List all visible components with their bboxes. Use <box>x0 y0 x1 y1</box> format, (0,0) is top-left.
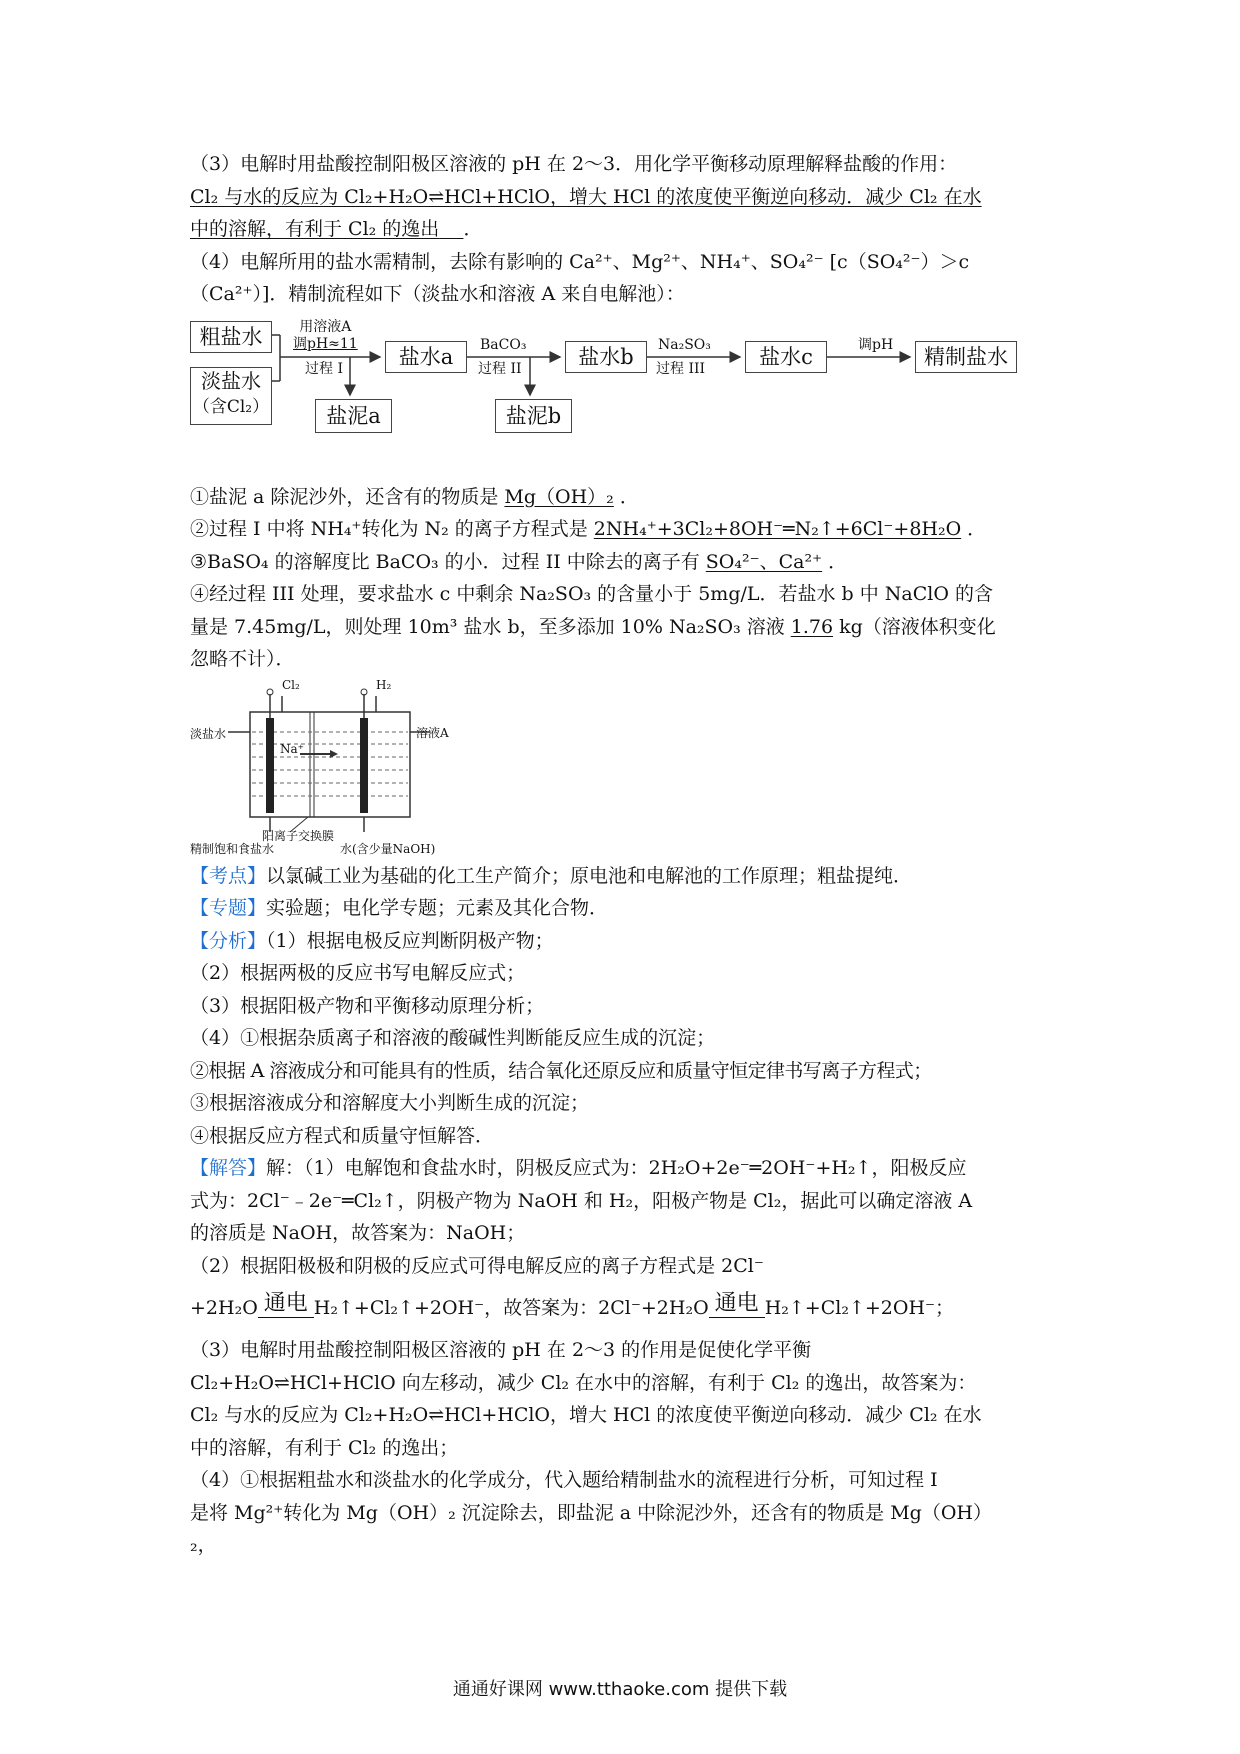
sodium-ion-label: Na⁺ <box>280 741 304 756</box>
zhuanti-line: 【专题】实验题；电化学专题；元素及其化合物． <box>190 897 609 919</box>
q3-line-1: （3）电解时用盐酸控制阳极区溶液的 pH 在 2～3．用化学平衡移动原理解释盐酸的作用： <box>190 153 958 175</box>
fenxi-line-6: ③根据溶液成分和溶解度大小判断生成的沉淀； <box>190 1092 590 1114</box>
flow-input-crude-brine: 粗盐水 <box>190 321 272 353</box>
equation-part-b: H₂↑+Cl₂↑+2OH⁻，故答案为：2Cl⁻+2H₂O <box>313 1297 709 1319</box>
q4-line-1: （4）电解所用的盐水需精制，去除有影响的 Ca²⁺、Mg²⁺、NH₄⁺、SO₄²⁻ [c（SO₄²⁻）＞c <box>190 250 970 273</box>
jieda-line-5: （3）电解时用盐酸控制阳极区溶液的 pH 在 2～3 的作用是促使化学平衡 <box>190 1339 812 1361</box>
fenxi-tag: 【分析】 <box>190 929 267 952</box>
h2-outlet-label: H₂ <box>376 677 392 692</box>
inlet-left-label: 精制饱和食盐水 <box>190 841 275 856</box>
q4-line-2: （Ca²⁺）]．精制流程如下（淡盐水和溶液 A 来自电解池）： <box>190 283 685 305</box>
q3-end: ． <box>463 218 483 240</box>
flow-input-dilute-brine <box>190 367 272 425</box>
step3-label-top: Na₂SO₃ <box>658 336 711 353</box>
equation-part-a: +2H₂O <box>190 1297 258 1319</box>
document-body <box>190 148 1060 1562</box>
dilute-brine-note: （含Cl₂） <box>192 396 270 417</box>
purification-flowchart <box>190 317 1060 477</box>
flow-refined-brine: 精制盐水 <box>915 341 1017 373</box>
flow-mud-b: 盐泥b <box>495 399 572 433</box>
page-footer: 通通好课网 www.tthaoke.com 提供下载 <box>452 1679 788 1700</box>
dilute-brine-outlet-label: 淡盐水 <box>190 726 227 741</box>
sub-question-2: ②过程 I 中将 NH₄⁺转化为 N₂ 的离子方程式是 2NH₄⁺+3Cl₂+8OH⁻═N₂↑+6Cl⁻+8H₂O ． <box>190 518 987 540</box>
answer-2: 2NH₄⁺+3Cl₂+8OH⁻═N₂↑+6Cl⁻+8H₂O <box>593 518 962 540</box>
fenxi-line-3: （3）根据阳极产物和平衡移动原理分析； <box>190 994 545 1017</box>
fenxi-line-5: ②根据 A 溶液成分和可能具有的性质，结合氧化还原反应和质量守恒定律书写离子方程式； <box>190 1059 932 1082</box>
jieda-line-8: 中的溶解，有利于 Cl₂ 的逸出； <box>190 1436 459 1459</box>
electrolysis-equation-line <box>190 1282 1060 1334</box>
jieda-line-1: 【解答】解：（1）电解饱和食盐水时，阴极反应式为：2H₂O+2e⁻═2OH⁻+H₂↑，阳极反应 <box>190 1157 967 1179</box>
answer-4: 1.76 <box>790 615 834 638</box>
sub-question-1: ①盐泥 a 除泥沙外，还含有的物质是 Mg（OH）₂ ． <box>190 485 639 508</box>
sub-question-4-line-3: 忽略不计）． <box>190 648 295 670</box>
jieda-line-3: 的溶质是 NaOH，故答案为：NaOH； <box>190 1222 526 1244</box>
fenxi-line-4: （4）①根据杂质离子和溶液的酸碱性判断能反应生成的沉淀； <box>190 1027 716 1049</box>
sub-question-4-line-1: ④经过程 III 处理，要求盐水 c 中剩余 Na₂SO₃ 的含量小于 5mg/L．若盐水 b 中 NaClO 的含 <box>190 583 993 605</box>
equation-part-c: H₂↑+Cl₂↑+2OH⁻； <box>764 1297 955 1319</box>
jieda-line-11: ₂， <box>190 1534 217 1556</box>
jieda-line-7: Cl₂ 与水的反应为 Cl₂+H₂O⇌HCl+HClO，增大 HCl 的浓度使平衡逆向移动．减少 Cl₂ 在水 <box>190 1404 982 1426</box>
kaodian-line: 【考点】以氯碱工业为基础的化工生产简介；原电池和电解池的工作原理；粗盐提纯． <box>190 864 913 887</box>
electrolysis-condition-2: 通电 <box>709 1291 765 1328</box>
electrolysis-condition-1: 通电 <box>258 1291 314 1328</box>
step3-label-bottom: 过程 III <box>656 360 706 377</box>
flow-brine-c: 盐水c <box>745 341 827 373</box>
answer-3: SO₄²⁻、Ca²⁺ <box>705 550 823 573</box>
answer-1: Mg（OH）₂ <box>504 485 614 508</box>
membrane-label: 阳离子交换膜 <box>262 828 335 843</box>
q3-answer-text: 中的溶解，有利于 Cl₂ 的逸出 <box>190 218 440 240</box>
sub-question-4-line-2: 量是 7.45mg/L，则处理 10m³ 盐水 b，至多添加 10% Na₂SO₃ 溶液 1.76 kg（溶液体积变化 <box>190 615 996 638</box>
jieda-line-2: 式为：2Cl⁻﹣2e⁻═Cl₂↑，阴极产物为 NaOH 和 H₂，阳极产物是 Cl₂，据此可以确定溶液 A <box>190 1189 973 1212</box>
jieda-line-9: （4）①根据粗盐水和淡盐水的化学成分，代入题给精制盐水的流程进行分析，可知过程 I <box>190 1469 938 1491</box>
flow-brine-b: 盐水b <box>565 341 647 373</box>
zhuanti-tag: 【专题】 <box>190 897 267 919</box>
flow-mud-a: 盐泥a <box>315 399 392 433</box>
dilute-brine-label: 淡盐水 <box>201 368 261 393</box>
solution-a-outlet-label: 溶液A <box>416 725 449 740</box>
step1-label-bottom: 过程 I <box>305 360 343 377</box>
q3-answer-line-2: Cl₂ 与水的反应为 Cl₂+H₂O⇌HCl+HClO，增大 HCl 的浓度使平衡逆向移动．减少 Cl₂ 在水 <box>190 185 982 208</box>
step4-label-top: 调pH <box>858 336 894 353</box>
fenxi-line-2: （2）根据两极的反应书写电解反应式； <box>190 962 526 984</box>
flow-brine-a: 盐水a <box>385 341 467 373</box>
q3-answer-line-3 <box>190 213 1060 246</box>
kaodian-tag: 【考点】 <box>190 864 267 887</box>
jieda-line-10: 是将 Mg²⁺转化为 Mg（OH）₂ 沉淀除去，即盐泥 a 中除泥沙外，还含有的物质是 Mg（OH） <box>190 1501 992 1524</box>
jieda-line-4: （2）根据阳极极和阴极的反应式可得电解反应的离子方程式是 2Cl⁻ <box>190 1254 764 1277</box>
step1-label-top: 用溶液A 调pH≈11 <box>293 318 358 352</box>
step2-label-top: BaCO₃ <box>480 336 527 353</box>
fenxi-line-7: ④根据反应方程式和质量守恒解答． <box>190 1124 495 1147</box>
step2-label-bottom: 过程 II <box>478 360 522 377</box>
cl2-outlet-label: Cl₂ <box>282 677 300 692</box>
jieda-tag: 【解答】 <box>190 1157 267 1179</box>
electrolysis-cell-diagram <box>190 677 1060 856</box>
inlet-right-label: 水(含少量NaOH) <box>340 841 436 856</box>
fenxi-line-1: 【分析】（1）根据电极反应判断阴极产物； <box>190 929 554 952</box>
sub-question-3: ③BaSO₄ 的溶解度比 BaCO₃ 的小．过程 II 中除去的离子有 SO₄²⁻、Ca²⁺ ． <box>190 550 848 573</box>
jieda-line-6: Cl₂+H₂O⇌HCl+HClO 向左移动，减少 Cl₂ 在水中的溶解，有利于 Cl₂ 的逸出，故答案为： <box>190 1371 977 1394</box>
